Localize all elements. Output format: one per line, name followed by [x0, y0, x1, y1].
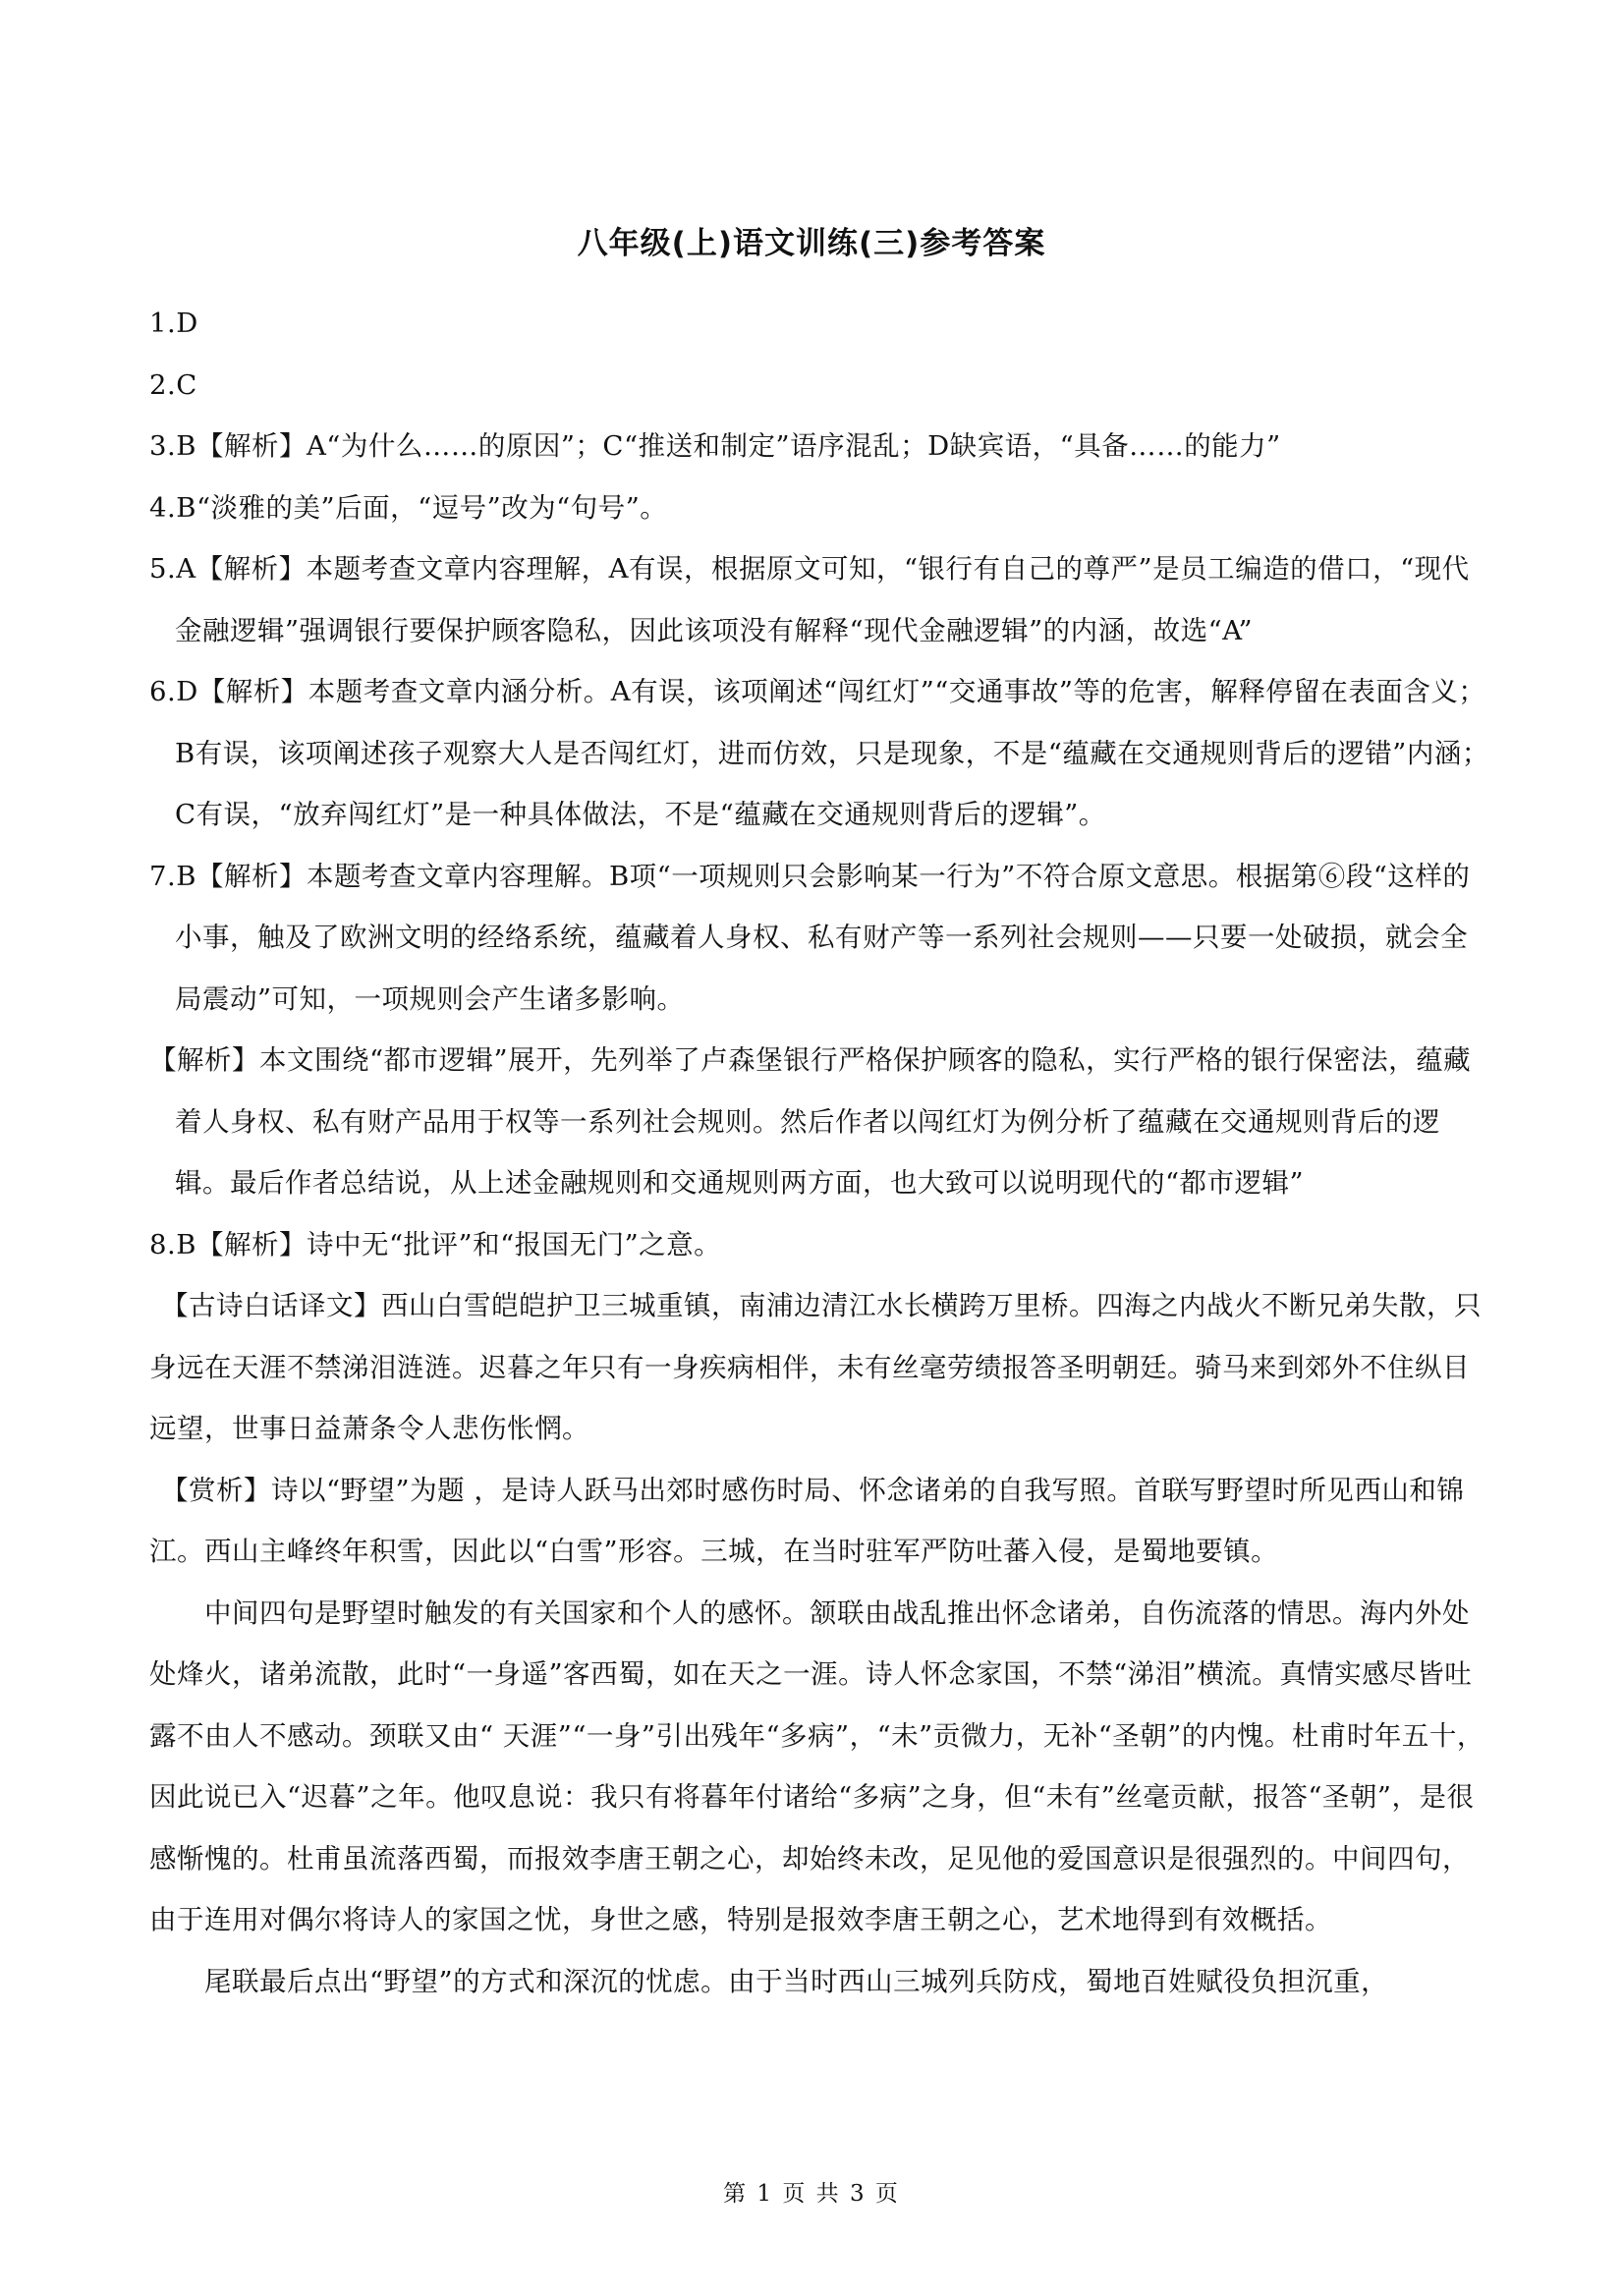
answer-1: 1.D	[149, 308, 198, 339]
answer-4: 4.B“淡雅的美”后面，“逗号”改为“句号”。	[149, 491, 668, 524]
answer-3: 3.B【解析】A“为什么……的原因”；C“推送和制定”语序混乱；D缺宾语，“具备……的能力”	[149, 430, 1281, 462]
poem-appreciation: 【赏析】诗以“野望”为题 ，是诗人跃马出郊时感伤时局、怀念诸弟的自我写照。首联写野望时所见西山和锦江。西山主峰终年积雪，因此以“白雪”形容。三城，在当时驻军严防吐蕃入侵，是蜀地要镇。	[149, 1474, 1465, 1567]
answer-8: 8.B【解析】诗中无“批评”和“报国无门”之意。	[149, 1228, 722, 1260]
answer-7: 7.B【解析】本题考查文章内容理解。B项“一项规则只会影响某一行为”不符合原文意思。根据第⑥段“这样的小事，触及了欧洲文明的经络系统，蕴藏着人身权、私有财产等一系列社会规则——只要一处破损，就会全局震动”可知，一项规则会产生诸多影响。	[149, 860, 1471, 1015]
answer-6: 6.D【解析】本题考查文章内涵分析。A有误，该项阐述“闯红灯”“交通事故”等的危害，解释停留在表面含义；B有误，该项阐述孩子观察大人是否闯红灯，进而仿效，只是现象，不是“蕴藏在交通规则背后的逻错”内涵；C有误，“放弃闯红灯”是一种具体做法，不是“蕴藏在交通规则背后的逻辑”。	[149, 676, 1489, 830]
page-footer: 第 1 页 共 3 页	[723, 2181, 900, 2207]
poem-appreciation-end: 尾联最后点出“野望”的方式和深沉的忧虑。由于当时西山三城列兵防戍，蜀地百姓赋役负担沉重，	[204, 1965, 1389, 1997]
answer-content	[149, 293, 1489, 2012]
document-title: 八年级(上)语文训练(三)参考答案	[577, 226, 1046, 261]
answer-5: 5.A【解析】本题考查文章内容理解，A有误，根据原文可知，“银行有自己的尊严”是员工编造的借口，“现代金融逻辑”强调银行要保护顾客隐私，因此该项没有解释“现代金融逻辑”的内涵，故选“A”	[149, 553, 1470, 646]
analysis-7: 【解析】本文围绕“都市逻辑”展开，先列举了卢森堡银行严格保护顾客的隐私，实行严格的银行保密法，蕴藏着人身权、私有财产品用于权等一系列社会规则。然后作者以闯红灯为例分析了蕴藏在交通规则背后的逻辑。最后作者总结说，从上述金融规则和交通规则两方面，也大致可以说明现代的“都市逻辑”	[149, 1044, 1472, 1199]
answer-2: 2.C	[149, 368, 197, 401]
poem-translation: 【古诗白话译文】西山白雪皑皑护卫三城重镇，南浦边清江水长横跨万里桥。四海之内战火不断兄弟失散，只身远在天涯不禁涕泪涟涟。迟暮之年只有一身疾病相伴，未有丝毫劳绩报答圣明朝廷。骑马来到郊外不住纵目远望，世事日益萧条令人悲伤怅惘。	[149, 1290, 1482, 1444]
poem-appreciation-middle: 中间四句是野望时触发的有关国家和个人的感怀。颔联由战乱推出怀念诸弟，自伤流落的情思。海内外处处烽火，诸弟流散，此时“一身遥”客西蜀，如在天之一涯。诗人怀念家国，不禁“涕泪”横流。真情实感尽皆吐露不由人不感动。颈联又由“ 天涯”“一身”引出残年“多病”，“未”贡微力，无补“圣朝”的内愧。杜甫时年五十，因此说已入“迟暮”之年。他叹息说：我只有将暮年付诸给“多病”之身，但“未有”丝毫贡献，报答“圣朝”，是很感惭愧的。杜甫虽流落西蜀，而报效李唐王朝之心，却始终未改，足见他的爱国意识是很强烈的。中间四句，由于连用对偶尔将诗人的家国之忧，身世之感，特别是报效李唐王朝之心，艺术地得到有效概括。	[149, 1596, 1484, 1935]
